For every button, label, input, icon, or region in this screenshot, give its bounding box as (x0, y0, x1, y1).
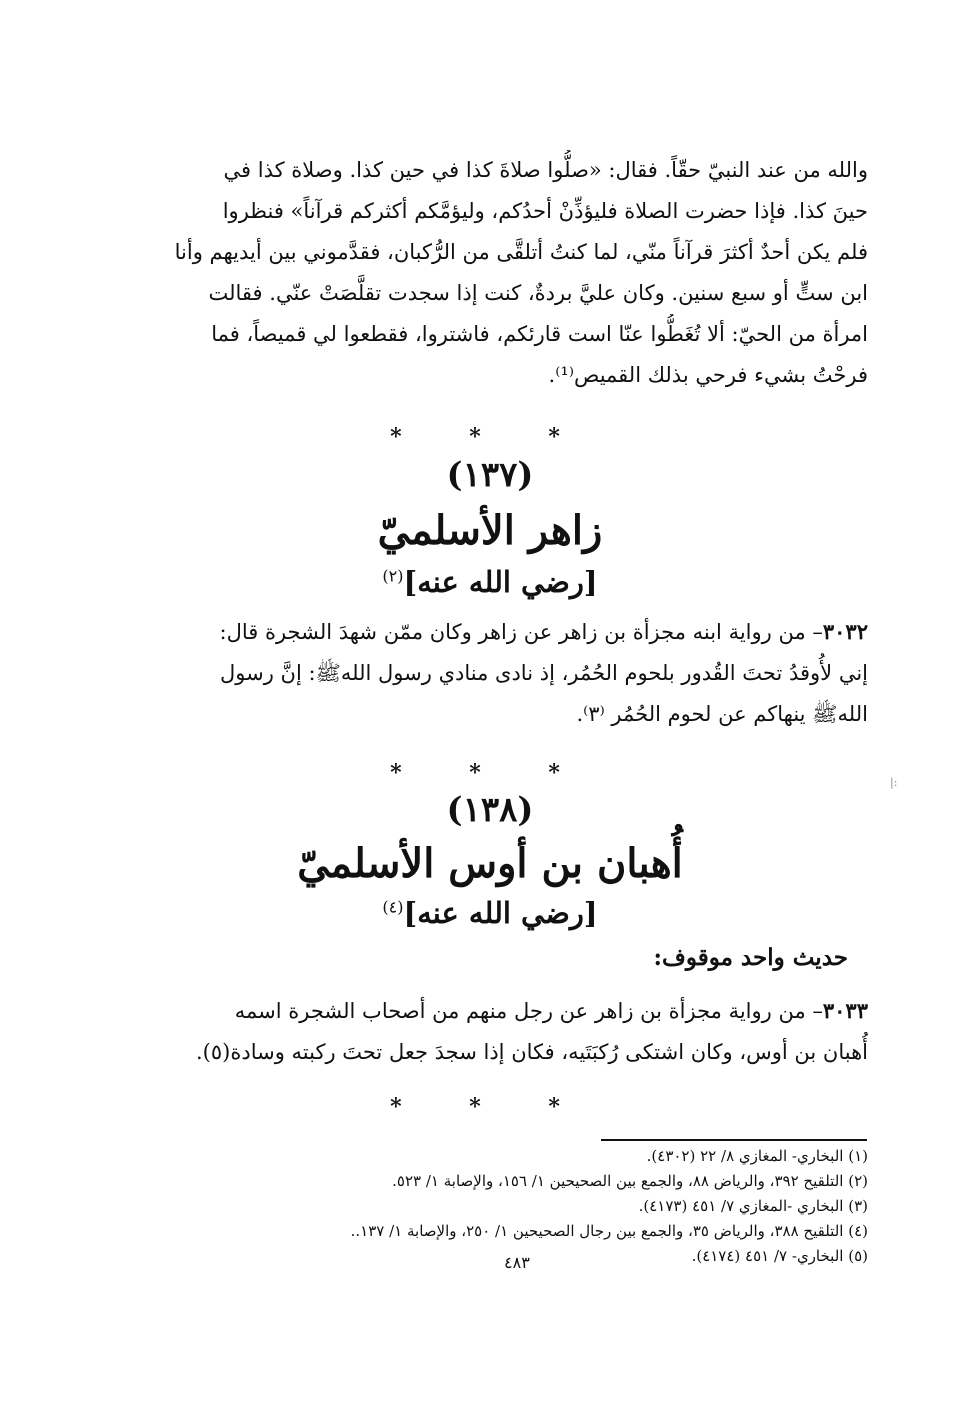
hadith-line (138, 990, 868, 1032)
footnote: (١) البخاري- المغازي ٨/ ٢٢ (٤٣٠٢). (646, 1147, 868, 1165)
intro-paragraph (138, 150, 868, 396)
honorific-text: [رضي الله عنه] (403, 565, 598, 599)
hadith-line: اللهﷺ ينهاكم عن لحوم الحُمُر ⁽٣⁾. (576, 702, 868, 726)
section-separator: * * * (390, 760, 590, 786)
footnote-ref: (٢) (382, 566, 404, 586)
footnote: (٣) البخاري -المغازي ٧/ ٤٥١ (٤١٧٣). (638, 1197, 868, 1215)
companion-name: أُهبان بن أوس الأسلميّ (297, 840, 683, 887)
footnote-divider (601, 1139, 867, 1141)
honorific (0, 565, 980, 599)
intro-line: فلم يكن أحدٌ أكثرَ قرآناً منّي، لما كنتُ أتلقَّى من الرُّكبان، فقدَّموني بين أيديهم وأنا (174, 240, 868, 264)
honorific (0, 896, 980, 930)
hadith-text: – من رواية ابنه مجزأة بن زاهر عن زاهر وكان ممّن شهدَ الشجرة قال: (219, 620, 823, 644)
subheading: حديث واحد موقوف: (653, 944, 848, 971)
margin-mark: |: (890, 776, 898, 789)
intro-line: حينَ كذا. فإذا حضرت الصلاة فليؤذِّنْ أحدُكم، وليؤمَّكم أكثركم قرآناً» فنظروا (222, 199, 868, 223)
footnote: (٥) البخاري- ٧/ ٤٥١ (٤١٧٤). (691, 1247, 868, 1265)
hadith-number: ٣٠٣٢ (822, 619, 868, 644)
section-separator: * * * (390, 1094, 590, 1120)
hadith-number: ٣٠٣٣ (822, 998, 868, 1023)
footnote: (٤) التلقيح ٣٨٨، والرياض ٣٥، والجمع بين رجال الصحيحين ١/ ٢٥٠، والإصابة ١/ ١٣٧.. (350, 1222, 868, 1240)
hadith-line (138, 611, 868, 653)
companion-name: زاهر الأسلميّ (377, 507, 603, 554)
honorific-text: [رضي الله عنه] (403, 896, 598, 930)
hadith-text: – من رواية مجزأة بن زاهر عن رجل منهم من أصحاب الشجرة اسمه (234, 999, 823, 1023)
intro-line: ابن ستٍّ أو سبع سنين. وكان عليَّ بردةٌ، كنت إذا سجدت تقلَّصَتْ عنّي. فقالت (208, 281, 868, 305)
page-number: ٤٨٣ (504, 1253, 530, 1272)
hadith-line: إني لأُوقدُ تحتَ القُدور بلحوم الحُمُر، إذ نادى منادي رسول اللهﷺ: إنَّ رسول (220, 661, 868, 685)
footnote: (٢) التلقيح ٣٩٢، والرياض ٨٨، والجمع بين الصحيحين ١/ ١٥٦، والإصابة ١/ ٥٢٣. (392, 1172, 868, 1190)
footnotes (128, 1144, 868, 1269)
hadith-3033 (138, 990, 868, 1073)
section-separator: * * * (390, 424, 590, 450)
intro-line: فرحْتُ بشيء فرحي بذلك القميص⁽¹⁾. (548, 363, 868, 387)
hadith-3032 (138, 611, 868, 735)
intro-line: والله من عند النبيّ حقّاً. فقال: «صلُّوا صلاةَ كذا في حين كذا. وصلاة كذا في (223, 158, 868, 182)
hadith-line: أُهبان بن أوس، وكان اشتكى رُكبَتَيه، فكان إذا سجدَ جعل تحتَ ركبته وسادة(٥). (196, 1040, 868, 1064)
section-number: (١٣٨) (446, 790, 534, 830)
intro-line: امرأة من الحيّ: ألا تُغَطُّوا عنّا است قارئكم، فاشتروا، فقطعوا لي قميصاً، فما (211, 322, 868, 346)
section-number: (١٣٧) (446, 455, 534, 495)
footnote-ref: (٤) (382, 897, 404, 917)
